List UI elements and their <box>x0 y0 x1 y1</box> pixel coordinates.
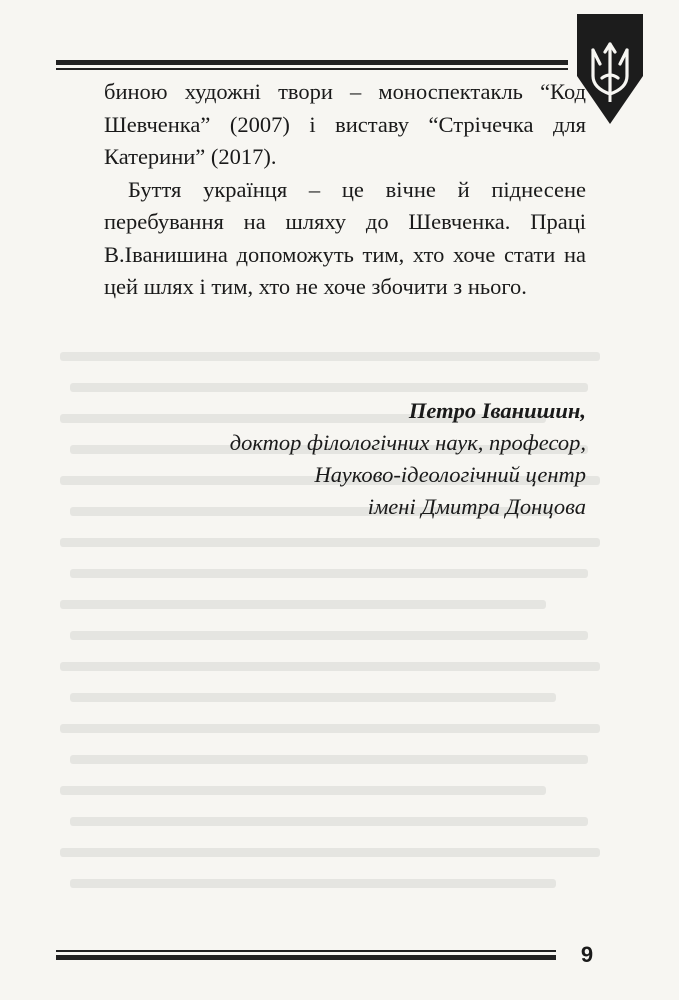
paragraph-continuation: биною художні твори – моноспектакль “Код Шевченка” (2007) і виставу “Стрічечка для Катерини” (2017). <box>104 79 586 169</box>
body-text <box>104 76 586 304</box>
signature-organization-name: імені Дмитра Донцова <box>367 494 586 519</box>
bottom-double-rule <box>56 950 556 962</box>
signature-organization: Науково-ідеологічний центр <box>314 462 586 487</box>
signature-block <box>104 395 586 523</box>
top-double-rule <box>56 60 568 72</box>
page-number: 9 <box>580 942 594 967</box>
paragraph-conclusion: Буття українця – це вічне й піднесене перебування на шляху до Шевченка. Праці В.Іванишина допоможуть тим, хто хоче стати на цей шлях і тим, хто не хоче збочити з нього. <box>104 176 586 299</box>
signature-title: доктор філологічних наук, професор, <box>229 430 586 455</box>
signature-author: Петро Іванишин, <box>408 398 586 423</box>
